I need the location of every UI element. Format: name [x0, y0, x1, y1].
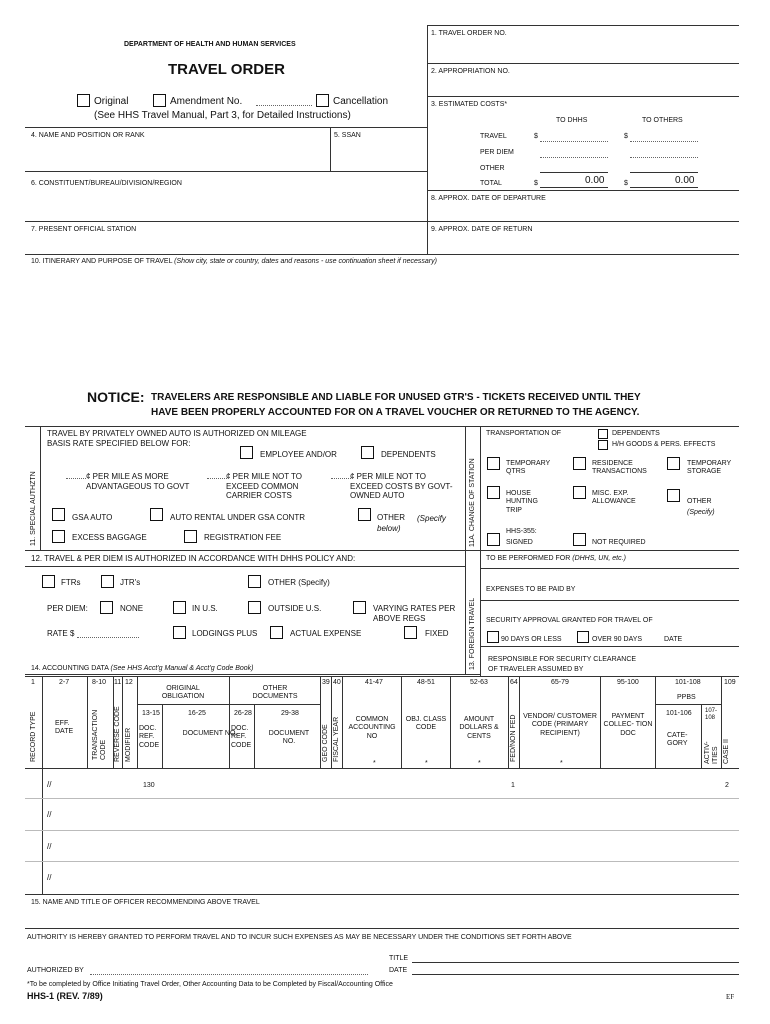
fed-nonfed-header: FED/NON FED [510, 714, 517, 762]
mile-more-label: ¢ PER MILE AS MORE ADVANTAGEOUS TO GOVT [86, 472, 190, 491]
varying-rates-checkbox[interactable] [353, 601, 366, 614]
amendment-label: Amendment No. [170, 96, 243, 107]
cancellation-checkbox[interactable] [316, 94, 329, 107]
auto-line-1: TRAVEL BY PRIVATELY OWNED AUTO IS AUTHORIZED ON MILEAGE [47, 429, 307, 438]
title-field[interactable] [412, 962, 739, 963]
col-num: 8-10 [92, 679, 107, 686]
other-11a-label: OTHER [687, 498, 712, 505]
activities-header: ACTIV- ITIES [704, 741, 720, 764]
record-type-header: RECORD TYPE [30, 711, 37, 762]
doc-no-header-2: DOCUMENT NO. [268, 730, 310, 746]
in-us-checkbox[interactable] [173, 601, 186, 614]
security-approval-label: SECURITY APPROVAL GRANTED FOR TRAVEL OF [486, 617, 653, 624]
mile-gov-label: ¢ PER MILE NOT TO EXCEED COSTS BY GOVT-OWNED AUTO [350, 472, 453, 501]
field-6-label: 6. CONSTITUENT/BUREAU/DIVISION/REGION [31, 180, 182, 187]
dependents-checkbox[interactable] [361, 446, 374, 459]
transportation-label: TRANSPORTATION OF [486, 430, 562, 437]
auto-line-2: BASIS RATE SPECIFIED BELOW FOR: [47, 439, 191, 448]
original-checkbox[interactable] [77, 94, 90, 107]
doc-ref-header-2: DOC. REF. CODE [231, 725, 252, 749]
amendment-checkbox[interactable] [153, 94, 166, 107]
department-name: DEPARTMENT OF HEALTH AND HUMAN SERVICES [124, 41, 296, 48]
mile-not-label: ¢ PER MILE NOT TO EXCEED COMMON CARRIER COSTS [226, 472, 303, 501]
rate-field[interactable] [77, 637, 139, 638]
col-num: 64 [510, 679, 518, 686]
col-num: 40 [333, 679, 341, 686]
misc-exp-label: MISC. EXP. ALLOWANCE [592, 490, 636, 506]
jtrs-checkbox[interactable] [101, 575, 114, 588]
cost-other-label: OTHER [480, 165, 505, 172]
temp-qtrs-checkbox[interactable] [487, 457, 500, 470]
expenses-paid-label: EXPENSES TO BE PAID BY [486, 586, 576, 593]
col-num: 101-106 [666, 710, 692, 717]
authorized-by-field[interactable] [90, 974, 368, 975]
gsa-auto-checkbox[interactable] [52, 508, 65, 521]
specify-below-note: (Specify below) [377, 514, 446, 533]
cost-travel-label: TRAVEL [480, 133, 507, 140]
to-dhhs-label: TO DHHS [556, 117, 588, 124]
col-num: 39 [322, 679, 330, 686]
row-slash: // [47, 842, 52, 851]
not-required-label: NOT REQUIRED [592, 539, 646, 546]
col-num: 109 [724, 679, 736, 686]
category-header: CATE- GORY [667, 732, 688, 748]
registration-fee-checkbox[interactable] [184, 530, 197, 543]
authority-statement: AUTHORITY IS HEREBY GRANTED TO PERFORM TRAVEL AND TO INCUR SUCH EXPENSES AS MAY BE NECESSARY UNDER THE CONDITIONS SET FORTH ABOVE [27, 934, 572, 941]
amount-header: AMOUNT DOLLARS & CENTS [459, 716, 499, 740]
col-num: 2-7 [59, 679, 70, 686]
dollar-sign: $ [624, 180, 628, 187]
signed-label: SIGNED [506, 539, 533, 546]
case-ii-header: CASE II [723, 739, 730, 764]
rate-common-field[interactable] [207, 478, 227, 479]
house-hunting-checkbox[interactable] [487, 486, 500, 499]
transport-hh-label: H/H GOODS & PERS. EFFECTS [612, 441, 716, 448]
row-value-2[interactable]: 2 [725, 782, 729, 789]
fixed-checkbox[interactable] [404, 626, 417, 639]
auto-rental-checkbox[interactable] [150, 508, 163, 521]
other-11-checkbox[interactable] [358, 508, 371, 521]
field-5-label: 5. SSAN [334, 132, 361, 139]
house-hunting-label: HOUSE HUNTING TRIP [506, 490, 538, 514]
geo-code-header: GEO CODE [322, 724, 329, 762]
original-label: Original [94, 96, 129, 107]
field-15-label: 15. NAME AND TITLE OF OFFICER RECOMMENDING ABOVE TRAVEL [31, 899, 260, 906]
col-num: 107-108 [705, 708, 718, 722]
jtrs-label: JTR's [120, 578, 141, 587]
rate-label: RATE $ [47, 629, 75, 638]
per-diem-dhhs-field[interactable] [540, 157, 608, 158]
per-diem-others-field[interactable] [630, 157, 698, 158]
col-num: 41-47 [365, 679, 383, 686]
to-others-label: TO OTHERS [642, 117, 683, 124]
field-1-label: 1. TRAVEL ORDER NO. [431, 30, 507, 37]
required-star: * [478, 760, 481, 767]
temp-storage-checkbox[interactable] [667, 457, 680, 470]
fiscal-year-header: FISCAL YEAR [333, 716, 340, 762]
travel-others-field[interactable] [630, 141, 698, 142]
eff-date-header: EFF. DATE [55, 720, 74, 736]
excess-baggage-checkbox[interactable] [52, 530, 65, 543]
col-num: 1 [31, 679, 35, 686]
date-label: DATE [389, 967, 408, 974]
field-2-label: 2. APPROPRIATION NO. [431, 68, 510, 75]
col-num: 12 [125, 679, 133, 686]
col-num: 101-108 [675, 679, 701, 686]
in-us-label: IN U.S. [192, 604, 218, 613]
responsible-line-1: RESPONSIBLE FOR SECURITY CLEARANCE [488, 656, 637, 663]
section-14-title: 14. ACCOUNTING DATA (See HHS Acct'g Manual & Acct'g Code Book) [31, 665, 254, 672]
lodgings-label: LODGINGS PLUS [192, 629, 258, 638]
row-slash: // [47, 873, 52, 882]
actual-expense-label: ACTUAL EXPENSE [290, 629, 362, 638]
cancellation-label: Cancellation [333, 96, 389, 107]
auto-rental-label: AUTO RENTAL UNDER GSA CONTR [170, 513, 305, 522]
actual-expense-checkbox[interactable] [270, 626, 283, 639]
field-8-label: 8. APPROX. DATE OF DEPARTURE [431, 195, 546, 202]
ftrs-label: FTRs [61, 578, 81, 587]
signed-checkbox[interactable] [487, 533, 500, 546]
dollar-sign: $ [534, 133, 538, 140]
col-num: 13-15 [142, 710, 160, 717]
authorized-by-label: AUTHORIZED BY [27, 967, 84, 974]
cost-per-diem-label: PER DIEM [480, 149, 514, 156]
other-11-label: OTHER [377, 513, 405, 522]
other-12-checkbox[interactable] [248, 575, 261, 588]
residence-checkbox[interactable] [573, 457, 586, 470]
col-num: 16-25 [188, 710, 206, 717]
required-star: * [373, 760, 376, 767]
notice-line-2: HAVE BEEN PROPERLY ACCOUNTED FOR ON A TRAVEL VOUCHER OR RETURNED TO THE AGENCY. [151, 407, 640, 418]
fixed-label: FIXED [425, 629, 449, 638]
date-field[interactable] [412, 974, 739, 975]
outside-us-label: OUTSIDE U.S. [268, 604, 322, 613]
90-days-less-checkbox[interactable] [487, 631, 499, 643]
obj-class-header: OBJ. CLASS CODE [405, 716, 447, 732]
employee-checkbox[interactable] [240, 446, 253, 459]
doc-ref-header-1: DOC. REF. CODE [139, 725, 160, 749]
col-num: 52-63 [470, 679, 488, 686]
ppbs-header: PPBS [677, 694, 696, 701]
amendment-no-field[interactable] [256, 105, 312, 106]
payment-header: PAYMENT COLLEC- TION DOC [603, 713, 653, 737]
form-number: HHS-1 (REV. 7/89) [27, 991, 103, 1001]
temp-qtrs-label: TEMPORARY QTRS [506, 460, 551, 476]
employee-label: EMPLOYEE AND/OR [260, 450, 337, 459]
residence-label: RESIDENCE TRANSACTIONS [592, 460, 647, 476]
form-title: TRAVEL ORDER [168, 61, 285, 78]
original-obligation-header: ORIGINAL OBLIGATION [161, 685, 205, 701]
over-90-days-checkbox[interactable] [577, 631, 589, 643]
dollar-sign: $ [534, 180, 538, 187]
common-accounting-header: COMMON ACCOUNTING NO [348, 716, 396, 740]
title-label: TITLE [389, 955, 409, 962]
rate-gov-field[interactable] [331, 478, 351, 479]
none-label: NONE [120, 604, 144, 613]
transport-hh-checkbox[interactable] [598, 440, 608, 450]
travel-dhhs-field[interactable] [540, 141, 608, 142]
cost-total-label: TOTAL [480, 180, 502, 187]
section-13-side-label: 13. FOREIGN TRAVEL [469, 597, 476, 670]
transport-dependents-checkbox[interactable] [598, 429, 608, 439]
other-12-label: OTHER (Specify) [268, 578, 330, 587]
field-9-label: 9. APPROX. DATE OF RETURN [431, 226, 533, 233]
other-documents-header: OTHER DOCUMENTS [252, 685, 298, 701]
reverse-code-header: REVERSE CODE [114, 706, 121, 762]
col-num: 26-28 [234, 710, 252, 717]
other-11a-checkbox[interactable] [667, 489, 680, 502]
temp-storage-label: TEMPORARY STORAGE [687, 460, 732, 476]
varying-rates-label: VARYING RATES PER ABOVE REGS [373, 604, 456, 623]
not-required-checkbox[interactable] [573, 533, 586, 546]
none-checkbox[interactable] [100, 601, 113, 614]
instructions-note: (See HHS Travel Manual, Part 3, for Detailed Instructions) [94, 110, 351, 121]
rate-more-field[interactable] [66, 478, 86, 479]
col-num: 11 [114, 679, 122, 686]
field-10-label: 10. ITINERARY AND PURPOSE OF TRAVEL (Show city, state or country, dates and reasons - use continuation sheet if necessary) [31, 258, 437, 265]
field-7-label: 7. PRESENT OFFICIAL STATION [31, 226, 137, 233]
total-dhhs-value[interactable]: 0.00 [585, 175, 605, 186]
required-star: * [425, 760, 428, 767]
col-num: 29-38 [281, 710, 299, 717]
hhs355-label: HHS-355: [506, 528, 537, 535]
transaction-code-header: TRANSACTION CODE [92, 709, 108, 760]
transport-dependents-label: DEPENDENTS [612, 430, 660, 437]
security-date-label: DATE [664, 636, 683, 643]
col-num: 95-100 [617, 679, 639, 686]
performed-for-label: TO BE PERFORMED FOR (DHHS, UN, etc.) [486, 555, 626, 562]
section-12-title: 12. TRAVEL & PER DIEM IS AUTHORIZED IN ACCORDANCE WITH DHHS POLICY AND: [31, 554, 356, 563]
gsa-auto-label: GSA AUTO [72, 513, 113, 522]
vendor-header: VENDOR/ CUSTOMER CODE (PRIMARY RECIPIENT) [523, 713, 597, 737]
section-11a-side-label: 11A. CHANGE OF STATION [469, 458, 476, 547]
required-star: * [560, 760, 563, 767]
footnote: *To be completed by Office Initiating Travel Order, Other Accounting Data to be Completed by Fiscal/Accounting Office [27, 981, 393, 988]
col-num: 48-51 [417, 679, 435, 686]
lodgings-checkbox[interactable] [173, 626, 186, 639]
responsible-line-2: OF TRAVELER ASSUMED BY [488, 666, 584, 673]
notice-line-1: TRAVELERS ARE RESPONSIBLE AND LIABLE FOR UNUSED GTR'S - TICKETS RECEIVED UNTIL THEY [151, 392, 641, 403]
doc-no-header-1: DOCUMENT NO. [182, 730, 238, 737]
dollar-sign: $ [624, 133, 628, 140]
modifier-header: MODIFIER [125, 727, 132, 762]
total-others-value[interactable]: 0.00 [675, 175, 695, 186]
per-diem-label: PER DIEM: [47, 604, 88, 613]
notice-label: NOTICE: [87, 389, 145, 405]
outside-us-checkbox[interactable] [248, 601, 261, 614]
field-4-label: 4. NAME AND POSITION OR RANK [31, 132, 145, 139]
ftrs-checkbox[interactable] [42, 575, 55, 588]
excess-baggage-label: EXCESS BAGGAGE [72, 533, 147, 542]
90-days-less-label: 90 DAYS OR LESS [501, 636, 562, 643]
col-num: 65-79 [551, 679, 569, 686]
row-value-1[interactable]: 1 [511, 782, 515, 789]
row-value-130[interactable]: 130 [143, 782, 155, 789]
section-11-side-label: 11. SPECIAL AUTHZTN [30, 471, 37, 546]
field-3-label: 3. ESTIMATED COSTS* [431, 101, 508, 108]
registration-fee-label: REGISTRATION FEE [204, 533, 282, 542]
ef-mark: EF [726, 993, 735, 1001]
dependents-label: DEPENDENTS [381, 450, 436, 459]
specify-11a-note: (Specify) [687, 509, 715, 516]
over-90-days-label: OVER 90 DAYS [592, 636, 643, 643]
misc-exp-checkbox[interactable] [573, 486, 586, 499]
row-slash: // [47, 780, 52, 789]
row-slash: // [47, 810, 52, 819]
